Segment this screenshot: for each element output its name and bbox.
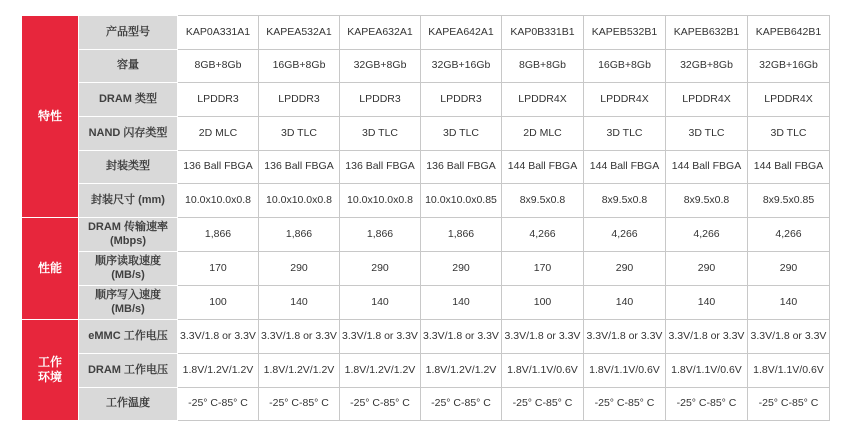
spec-value-cell: 290 (748, 252, 830, 286)
spec-value-cell: 1,866 (340, 218, 421, 252)
spec-value-cell: 4,266 (584, 218, 666, 252)
row-label-dram-voltage: DRAM 工作电压 (79, 354, 178, 388)
group-label-features: 特性 (22, 16, 79, 218)
spec-value-cell: 144 Ball FBGA (666, 151, 748, 184)
spec-value-cell: 4,266 (502, 218, 584, 252)
spec-value-cell: 100 (178, 286, 259, 320)
row-label-dram-speed: DRAM 传输速率 (Mbps) (79, 218, 178, 252)
row-label-emmc-voltage: eMMC 工作电压 (79, 320, 178, 354)
spec-value-cell: 3.3V/1.8 or 3.3V (666, 320, 748, 354)
spec-value-cell: 3.3V/1.8 or 3.3V (259, 320, 340, 354)
model-name-cell: KAPEA532A1 (259, 16, 340, 50)
group-label-environment: 工作 环境 (22, 320, 79, 421)
spec-value-cell: 8x9.5x0.8 (584, 184, 666, 218)
spec-value-cell: 3D TLC (421, 117, 502, 151)
group-label-performance: 性能 (22, 218, 79, 320)
spec-value-cell: 144 Ball FBGA (502, 151, 584, 184)
spec-value-cell: 16GB+8Gb (259, 50, 340, 83)
model-name-cell: KAPEB632B1 (666, 16, 748, 50)
spec-value-cell: 140 (666, 286, 748, 320)
table-row-seq-read (22, 252, 830, 286)
spec-value-cell: 136 Ball FBGA (421, 151, 502, 184)
spec-value-cell: -25° C-85° C (584, 388, 666, 421)
spec-value-cell: 136 Ball FBGA (259, 151, 340, 184)
table-row-package-type (22, 151, 830, 184)
spec-value-cell: -25° C-85° C (421, 388, 502, 421)
spec-value-cell: -25° C-85° C (666, 388, 748, 421)
spec-value-cell: 1.8V/1.2V/1.2V (340, 354, 421, 388)
spec-value-cell: 100 (502, 286, 584, 320)
spec-value-cell: 4,266 (748, 218, 830, 252)
spec-value-cell: 3D TLC (748, 117, 830, 151)
spec-value-cell: 32GB+16Gb (748, 50, 830, 83)
spec-value-cell: 290 (666, 252, 748, 286)
row-label-model: 产品型号 (79, 16, 178, 50)
spec-value-cell: 136 Ball FBGA (340, 151, 421, 184)
spec-value-cell: 290 (584, 252, 666, 286)
table-row-dram-voltage (22, 354, 830, 388)
spec-value-cell: 3D TLC (584, 117, 666, 151)
spec-value-cell: LPDDR4X (748, 83, 830, 117)
spec-value-cell: 10.0x10.0x0.85 (421, 184, 502, 218)
product-spec-table (21, 15, 830, 421)
spec-value-cell: LPDDR3 (259, 83, 340, 117)
spec-value-cell: 290 (340, 252, 421, 286)
spec-value-cell: -25° C-85° C (178, 388, 259, 421)
spec-value-cell: 3.3V/1.8 or 3.3V (340, 320, 421, 354)
spec-value-cell: 1,866 (259, 218, 340, 252)
spec-value-cell: LPDDR3 (421, 83, 502, 117)
spec-value-cell: 140 (340, 286, 421, 320)
row-label-nand-type: NAND 闪存类型 (79, 117, 178, 151)
model-name-cell: KAPEB642B1 (748, 16, 830, 50)
spec-value-cell: 290 (421, 252, 502, 286)
spec-value-cell: 2D MLC (178, 117, 259, 151)
spec-value-cell: 1.8V/1.2V/1.2V (259, 354, 340, 388)
spec-value-cell: 3.3V/1.8 or 3.3V (421, 320, 502, 354)
spec-value-cell: 8x9.5x0.8 (666, 184, 748, 218)
model-name-cell: KAPEA632A1 (340, 16, 421, 50)
spec-value-cell: 32GB+16Gb (421, 50, 502, 83)
spec-value-cell: 10.0x10.0x0.8 (178, 184, 259, 218)
spec-value-cell: LPDDR4X (584, 83, 666, 117)
row-label-capacity: 容量 (79, 50, 178, 83)
spec-value-cell: 144 Ball FBGA (748, 151, 830, 184)
row-label-seq-read: 顺序读取速度 (MB/s) (79, 252, 178, 286)
spec-value-cell: 3D TLC (259, 117, 340, 151)
spec-value-cell: LPDDR4X (502, 83, 584, 117)
spec-value-cell: 3.3V/1.8 or 3.3V (584, 320, 666, 354)
spec-value-cell: 170 (178, 252, 259, 286)
spec-table-container (21, 15, 830, 421)
spec-value-cell: 8GB+8Gb (178, 50, 259, 83)
spec-value-cell: 8GB+8Gb (502, 50, 584, 83)
row-label-package-type: 封装类型 (79, 151, 178, 184)
spec-value-cell: -25° C-85° C (259, 388, 340, 421)
spec-value-cell: 1,866 (178, 218, 259, 252)
spec-value-cell: 32GB+8Gb (340, 50, 421, 83)
model-name-cell: KAPEB532B1 (584, 16, 666, 50)
spec-value-cell: LPDDR3 (340, 83, 421, 117)
model-name-cell: KAPEA642A1 (421, 16, 502, 50)
spec-value-cell: 1.8V/1.2V/1.2V (178, 354, 259, 388)
spec-value-cell: 8x9.5x0.85 (748, 184, 830, 218)
spec-value-cell: LPDDR3 (178, 83, 259, 117)
model-name-cell: KAP0A331A1 (178, 16, 259, 50)
spec-value-cell: 2D MLC (502, 117, 584, 151)
spec-value-cell: 170 (502, 252, 584, 286)
spec-value-cell: 1.8V/1.1V/0.6V (666, 354, 748, 388)
spec-value-cell: -25° C-85° C (502, 388, 584, 421)
spec-value-cell: 3D TLC (666, 117, 748, 151)
spec-value-cell: 8x9.5x0.8 (502, 184, 584, 218)
spec-value-cell: 10.0x10.0x0.8 (259, 184, 340, 218)
spec-value-cell: 136 Ball FBGA (178, 151, 259, 184)
spec-value-cell: 3D TLC (340, 117, 421, 151)
spec-value-cell: 140 (259, 286, 340, 320)
model-name-cell: KAP0B331B1 (502, 16, 584, 50)
spec-value-cell: 3.3V/1.8 or 3.3V (178, 320, 259, 354)
table-row-emmc-voltage (22, 320, 830, 354)
table-row-seq-write (22, 286, 830, 320)
spec-value-cell: 10.0x10.0x0.8 (340, 184, 421, 218)
spec-value-cell: LPDDR4X (666, 83, 748, 117)
table-row-temperature (22, 388, 830, 421)
table-row-dram-type (22, 83, 830, 117)
row-label-package-size: 封装尺寸 (mm) (79, 184, 178, 218)
spec-value-cell: 1.8V/1.1V/0.6V (502, 354, 584, 388)
spec-value-cell: 1.8V/1.1V/0.6V (584, 354, 666, 388)
spec-value-cell: 140 (748, 286, 830, 320)
spec-value-cell: 3.3V/1.8 or 3.3V (748, 320, 830, 354)
table-row-model (22, 16, 830, 50)
spec-value-cell: 4,266 (666, 218, 748, 252)
spec-value-cell: 144 Ball FBGA (584, 151, 666, 184)
spec-value-cell: 290 (259, 252, 340, 286)
row-label-seq-write: 顺序写入速度 (MB/s) (79, 286, 178, 320)
table-row-capacity (22, 50, 830, 83)
spec-value-cell: 1,866 (421, 218, 502, 252)
spec-value-cell: -25° C-85° C (748, 388, 830, 421)
spec-value-cell: 32GB+8Gb (666, 50, 748, 83)
table-row-nand-type (22, 117, 830, 151)
row-label-dram-type: DRAM 类型 (79, 83, 178, 117)
spec-value-cell: 1.8V/1.2V/1.2V (421, 354, 502, 388)
spec-value-cell: 1.8V/1.1V/0.6V (748, 354, 830, 388)
row-label-temperature: 工作温度 (79, 388, 178, 421)
table-row-package-size (22, 184, 830, 218)
spec-value-cell: 140 (421, 286, 502, 320)
spec-value-cell: 16GB+8Gb (584, 50, 666, 83)
table-row-dram-speed (22, 218, 830, 252)
spec-value-cell: -25° C-85° C (340, 388, 421, 421)
spec-value-cell: 3.3V/1.8 or 3.3V (502, 320, 584, 354)
spec-value-cell: 140 (584, 286, 666, 320)
